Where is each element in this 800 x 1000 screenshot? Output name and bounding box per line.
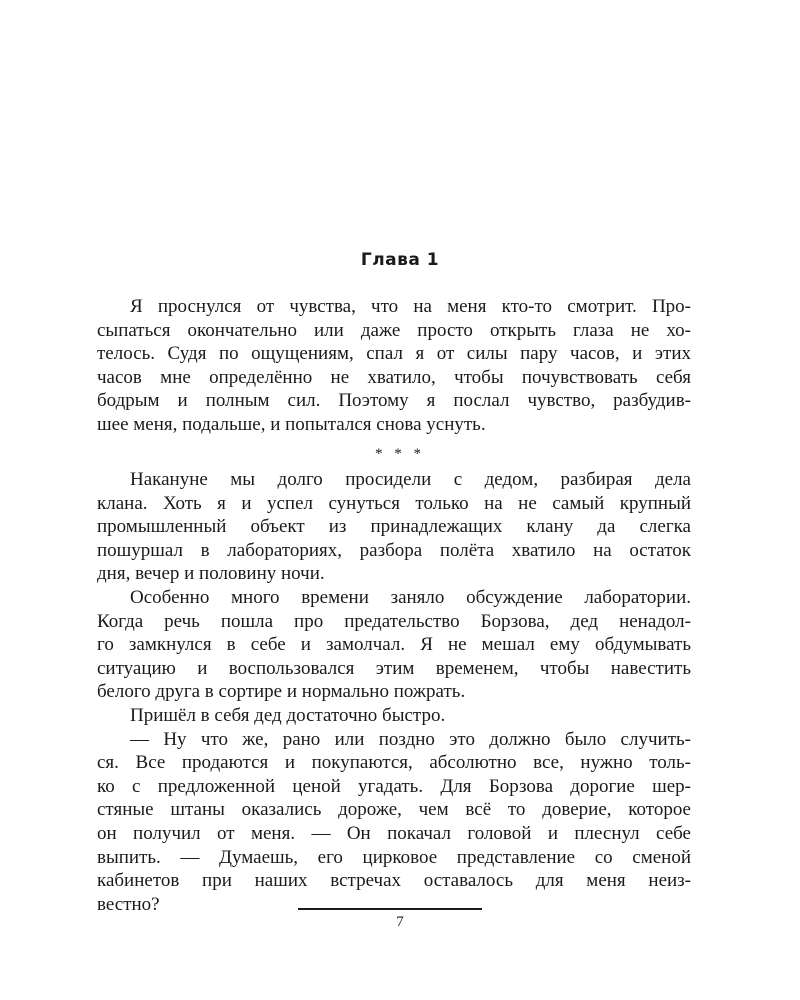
footer-rule xyxy=(298,908,482,910)
paragraph-3 xyxy=(97,586,691,704)
text-line: Когда речь пошла про предательство Борзова, дед ненадол- xyxy=(97,610,691,632)
text-line: Накануне мы долго просидели с дедом, разбирая дела xyxy=(130,469,691,490)
text-line: шее меня, подальше, и попытался снова уснуть. xyxy=(97,413,486,435)
text-line: промышленный объект из принадлежащих клану да слегка xyxy=(97,516,691,538)
text-line: стяные штаны оказались дороже, чем всё то доверие, которое xyxy=(97,799,691,821)
text-line: клана. Хоть я и успел сунуться только на не самый крупный xyxy=(97,492,691,514)
text-line: телось. Судя по ощущениям, спал я от силы пару часов, и этих xyxy=(97,343,691,365)
text-line: он получил от меня. — Он покачал головой и плеснул себе xyxy=(97,822,691,844)
text-line: сыпаться окончательно или даже просто открыть глаза не хо- xyxy=(97,319,691,341)
text-line: ситуацию и воспользовался этим временем, чтобы навестить xyxy=(97,657,691,679)
text-line: Особенно много времени заняло обсуждение лаборатории. xyxy=(130,586,691,608)
text-line: го замкнулся в себе и замолчал. Я не мешал ему обдумывать xyxy=(97,634,691,656)
text-line: бодрым и полным сил. Поэтому я послал чувство, разбудив- xyxy=(97,390,691,412)
page-number: 7 xyxy=(396,914,404,930)
text-line: ся. Все продаются и покупаются, абсолютно все, нужно толь- xyxy=(97,752,691,774)
paragraph-4 xyxy=(97,704,691,728)
section-1-text xyxy=(97,295,691,437)
paragraph-5 xyxy=(97,728,691,917)
paragraph-2 xyxy=(97,468,691,586)
text-line: пошуршал в лабораториях, разбора полёта хватило на остаток xyxy=(97,539,691,561)
text-line: часов мне определённо не хватило, чтобы почувствовать себя xyxy=(97,366,691,388)
section-2-text xyxy=(97,468,691,916)
text-line: ко с предложенной ценой угадать. Для Борзова дорогие шер- xyxy=(97,775,691,797)
section-separator: * * * xyxy=(375,446,425,462)
text-line: дня, вечер и половину ночи. xyxy=(97,563,325,585)
text-line: белого друга в сортире и нормально пожрать. xyxy=(97,681,466,703)
text-line: вестно? xyxy=(97,893,160,915)
paragraph-1 xyxy=(97,295,691,437)
text-line: Пришёл в себя дед достаточно быстро. xyxy=(130,704,446,726)
chapter-title: Глава 1 xyxy=(360,250,440,270)
text-line: выпить. — Думаешь, его цирковое представление со сменой xyxy=(97,846,691,868)
text-line: Я проснулся от чувства, что на меня кто-то смотрит. Про- xyxy=(130,296,691,317)
text-line: кабинетов при наших встречах оставалось для меня неиз- xyxy=(97,870,691,892)
text-line: — Ну что же, рано или поздно это должно было случить- xyxy=(130,728,691,750)
